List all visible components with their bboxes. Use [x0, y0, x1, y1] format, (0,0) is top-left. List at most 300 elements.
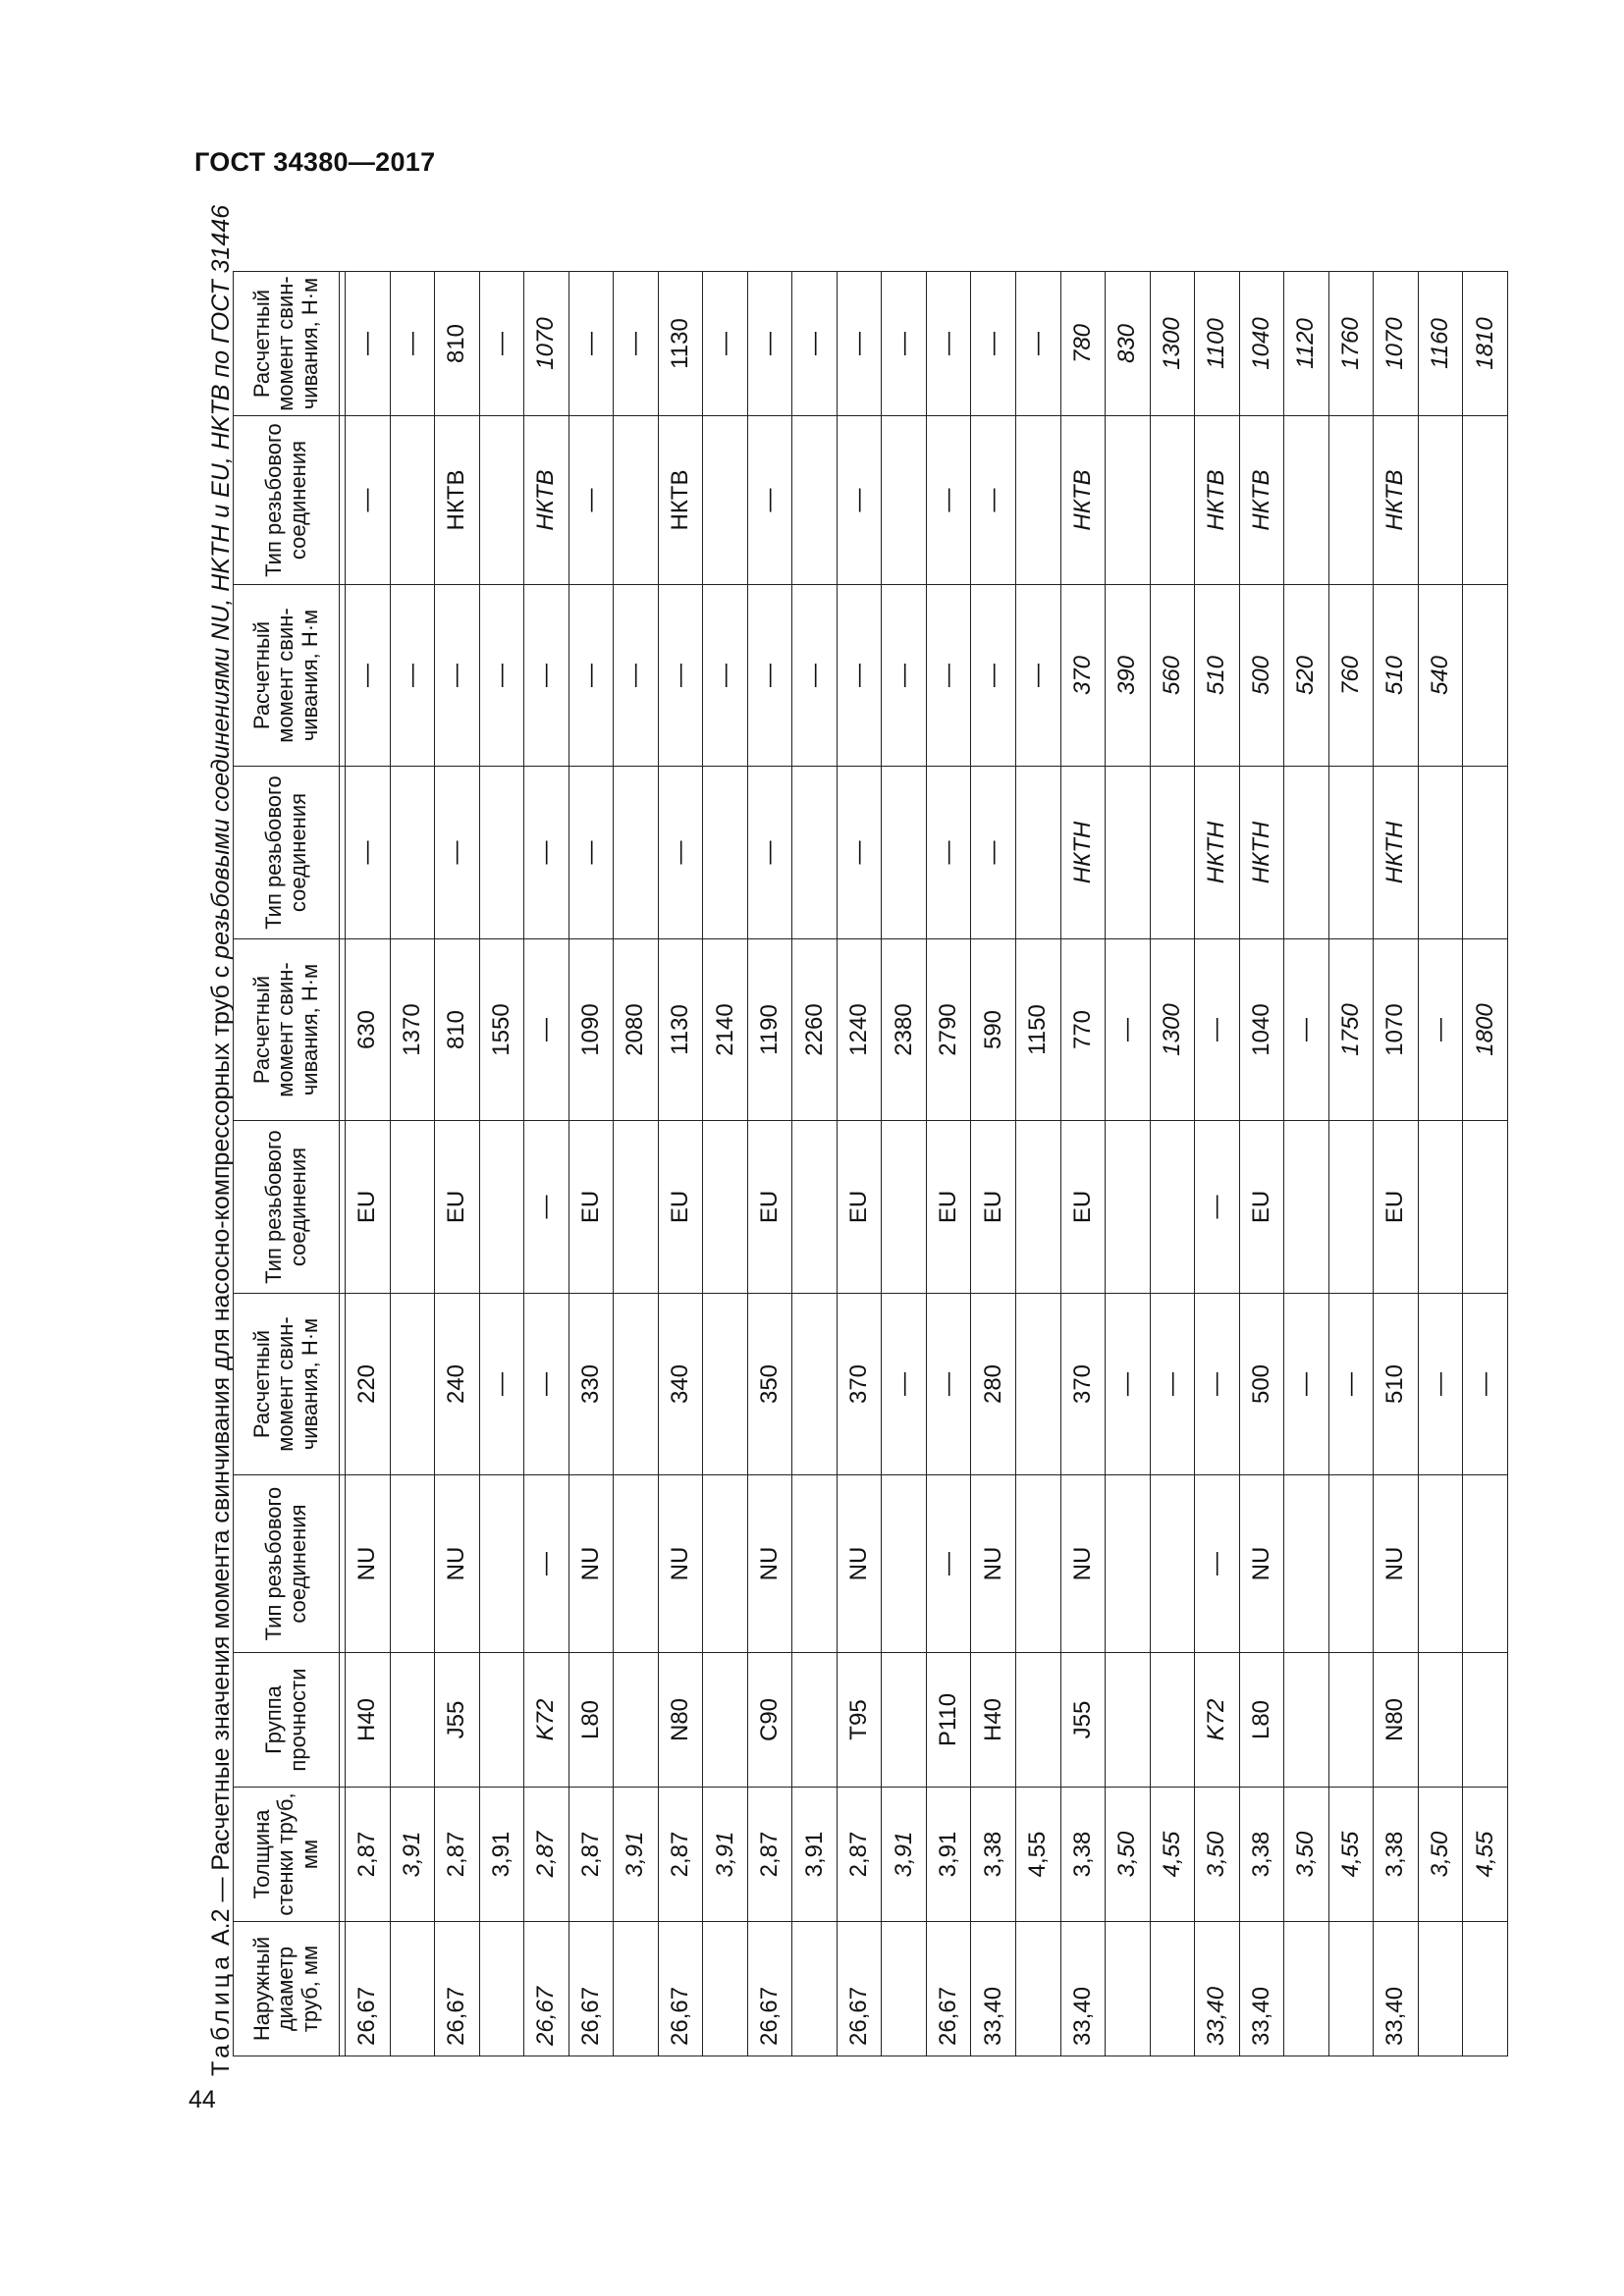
- table-row: [882, 272, 927, 2056]
- cell-diameter: [390, 1922, 435, 2056]
- cell-nu-type: —: [926, 1475, 971, 1653]
- cell-eu-type: [1106, 1121, 1151, 1294]
- col-header-diameter: Наружный диаметр труб, мм: [234, 1922, 340, 2056]
- cell-nu-torque: —: [1328, 1294, 1374, 1475]
- cell-grade: L80: [1239, 1653, 1284, 1788]
- cell-hkth-torque: 540: [1418, 585, 1463, 767]
- cell-hktb-type: [1328, 416, 1374, 585]
- cell-nu-type: [614, 1475, 659, 1653]
- cell-hkth-torque: 500: [1239, 585, 1284, 767]
- cell-diameter: 26,67: [926, 1922, 971, 2056]
- col-header-hkth-type: Тип резьбового соединения: [234, 767, 340, 939]
- cell-hkth-type: [614, 767, 659, 939]
- cell-hkth-type: [1463, 767, 1508, 939]
- cell-hkth-torque: 390: [1106, 585, 1151, 767]
- cell-grade: N80: [1374, 1653, 1419, 1788]
- cell-eu-torque: 630: [346, 939, 391, 1121]
- cell-eu-type: [1328, 1121, 1374, 1294]
- cell-eu-torque: 2260: [792, 939, 838, 1121]
- cell-nu-type: [703, 1475, 748, 1653]
- table-row: [703, 272, 748, 2056]
- cell-hkth-torque: —: [703, 585, 748, 767]
- cell-grade: [1015, 1653, 1060, 1788]
- cell-diameter: [614, 1922, 659, 2056]
- table-row: [1328, 272, 1374, 2056]
- cell-hktb-type: [882, 416, 927, 585]
- table-row: [926, 272, 971, 2056]
- cell-hkth-torque: 510: [1374, 585, 1419, 767]
- cell-eu-torque: —: [524, 939, 569, 1121]
- caption-italic-tail: резьбовыми соединениями NU, HKTH и EU, HKTB по ГОСТ 31446: [207, 204, 235, 959]
- table-row: [1463, 272, 1508, 2056]
- cell-grade: N80: [658, 1653, 703, 1788]
- cell-nu-torque: 330: [568, 1294, 614, 1475]
- cell-hktb-type: [1418, 416, 1463, 585]
- cell-diameter: [1015, 1922, 1060, 2056]
- cell-hkth-type: НКТН: [1060, 767, 1106, 939]
- cell-nu-type: NU: [658, 1475, 703, 1653]
- cell-nu-torque: —: [882, 1294, 927, 1475]
- cell-eu-type: EU: [658, 1121, 703, 1294]
- cell-eu-torque: 1150: [1015, 939, 1060, 1121]
- cell-hkth-type: [1015, 767, 1060, 939]
- col-header-wall: Толщина стенки труб, мм: [234, 1788, 340, 1922]
- cell-wall: 3,50: [1106, 1788, 1151, 1922]
- cell-grade: [1463, 1653, 1508, 1788]
- cell-hkth-type: —: [971, 767, 1016, 939]
- cell-nu-torque: 280: [971, 1294, 1016, 1475]
- cell-nu-type: NU: [1374, 1475, 1419, 1653]
- cell-hkth-torque: —: [390, 585, 435, 767]
- col-header-hktb-type: Тип резьбового соединения: [234, 416, 340, 585]
- cell-nu-type: NU: [971, 1475, 1016, 1653]
- cell-nu-type: NU: [1239, 1475, 1284, 1653]
- cell-wall: 3,91: [926, 1788, 971, 1922]
- cell-nu-torque: —: [1418, 1294, 1463, 1475]
- cell-eu-torque: 1190: [747, 939, 792, 1121]
- cell-hktb-torque: 1040: [1239, 272, 1284, 416]
- cell-diameter: [1106, 1922, 1151, 2056]
- table-row: [1195, 272, 1240, 2056]
- cell-nu-torque: 220: [346, 1294, 391, 1475]
- cell-wall: 3,91: [614, 1788, 659, 1922]
- cell-diameter: 33,40: [971, 1922, 1016, 2056]
- cell-diameter: [479, 1922, 524, 2056]
- cell-eu-type: EU: [568, 1121, 614, 1294]
- table-header-row: [234, 272, 340, 2056]
- cell-nu-type: NU: [435, 1475, 480, 1653]
- cell-eu-type: [792, 1121, 838, 1294]
- table-row: [479, 272, 524, 2056]
- col-header-grade: Группа прочности: [234, 1653, 340, 1788]
- cell-hkth-type: [1284, 767, 1329, 939]
- table-body: [346, 272, 1508, 2056]
- table-row: [1284, 272, 1329, 2056]
- cell-hktb-type: [390, 416, 435, 585]
- cell-hktb-type: [614, 416, 659, 585]
- cell-wall: 3,38: [1374, 1788, 1419, 1922]
- cell-hkth-type: —: [435, 767, 480, 939]
- cell-diameter: [792, 1922, 838, 2056]
- table-row: [1374, 272, 1419, 2056]
- cell-hkth-type: —: [747, 767, 792, 939]
- cell-diameter: 26,67: [747, 1922, 792, 2056]
- cell-wall: 3,50: [1284, 1788, 1329, 1922]
- caption-text: А.2 — Расчетные значения момента свинчивания для насосно-компрессорных труб с: [207, 958, 235, 1952]
- cell-eu-type: EU: [435, 1121, 480, 1294]
- cell-hkth-type: —: [568, 767, 614, 939]
- cell-hktb-type: НКТВ: [1239, 416, 1284, 585]
- cell-nu-torque: 340: [658, 1294, 703, 1475]
- cell-eu-type: [479, 1121, 524, 1294]
- cell-diameter: [1150, 1922, 1195, 2056]
- cell-hktb-torque: —: [882, 272, 927, 416]
- cell-hkth-torque: —: [882, 585, 927, 767]
- table-row: [1060, 272, 1106, 2056]
- cell-hkth-torque: 560: [1150, 585, 1195, 767]
- cell-hkth-type: НКТН: [1374, 767, 1419, 939]
- cell-hktb-torque: —: [614, 272, 659, 416]
- cell-hkth-torque: —: [524, 585, 569, 767]
- cell-eu-type: —: [524, 1121, 569, 1294]
- cell-nu-torque: —: [1195, 1294, 1240, 1475]
- cell-hktb-torque: —: [747, 272, 792, 416]
- cell-hkth-torque: 760: [1328, 585, 1374, 767]
- cell-nu-type: NU: [346, 1475, 391, 1653]
- cell-grade: P110: [926, 1653, 971, 1788]
- cell-eu-type: EU: [346, 1121, 391, 1294]
- table-row: [1418, 272, 1463, 2056]
- cell-eu-torque: —: [1284, 939, 1329, 1121]
- cell-grade: J55: [1060, 1653, 1106, 1788]
- cell-eu-torque: 1070: [1374, 939, 1419, 1121]
- cell-eu-torque: 770: [1060, 939, 1106, 1121]
- cell-hktb-type: НКТВ: [658, 416, 703, 585]
- cell-hkth-torque: 370: [1060, 585, 1106, 767]
- cell-wall: 3,38: [1060, 1788, 1106, 1922]
- cell-grade: C90: [747, 1653, 792, 1788]
- torque-table: [233, 271, 1508, 2056]
- cell-hktb-torque: 830: [1106, 272, 1151, 416]
- table-row: [792, 272, 838, 2056]
- cell-wall: 2,87: [747, 1788, 792, 1922]
- cell-eu-torque: 1090: [568, 939, 614, 1121]
- cell-diameter: [1418, 1922, 1463, 2056]
- cell-wall: 3,50: [1418, 1788, 1463, 1922]
- cell-nu-torque: [1015, 1294, 1060, 1475]
- cell-diameter: 26,67: [837, 1922, 882, 2056]
- cell-hktb-torque: 780: [1060, 272, 1106, 416]
- cell-hkth-type: [390, 767, 435, 939]
- cell-hktb-type: НКТВ: [1374, 416, 1419, 585]
- cell-wall: 3,91: [703, 1788, 748, 1922]
- cell-hktb-torque: 1160: [1418, 272, 1463, 416]
- cell-eu-torque: 2790: [926, 939, 971, 1121]
- cell-hktb-type: НКТВ: [1195, 416, 1240, 585]
- cell-nu-torque: —: [926, 1294, 971, 1475]
- cell-wall: 3,91: [479, 1788, 524, 1922]
- cell-nu-torque: 370: [1060, 1294, 1106, 1475]
- rotated-table-block: [191, 204, 1517, 2076]
- cell-wall: 2,87: [435, 1788, 480, 1922]
- cell-wall: 2,87: [837, 1788, 882, 1922]
- cell-nu-torque: —: [1463, 1294, 1508, 1475]
- cell-eu-type: [882, 1121, 927, 1294]
- cell-grade: [882, 1653, 927, 1788]
- cell-hkth-torque: —: [435, 585, 480, 767]
- cell-grade: [1284, 1653, 1329, 1788]
- cell-nu-type: [1106, 1475, 1151, 1653]
- cell-grade: J55: [435, 1653, 480, 1788]
- cell-eu-type: [614, 1121, 659, 1294]
- cell-diameter: 26,67: [658, 1922, 703, 2056]
- cell-eu-torque: —: [1106, 939, 1151, 1121]
- cell-nu-type: [479, 1475, 524, 1653]
- cell-nu-torque: [614, 1294, 659, 1475]
- cell-grade: [614, 1653, 659, 1788]
- cell-hkth-type: —: [837, 767, 882, 939]
- col-header-hkth-torque: Расчетный момент свин-чивания, Н·м: [234, 585, 340, 767]
- cell-nu-torque: [703, 1294, 748, 1475]
- cell-diameter: [882, 1922, 927, 2056]
- cell-wall: 2,87: [346, 1788, 391, 1922]
- cell-hktb-torque: —: [971, 272, 1016, 416]
- cell-eu-torque: 1240: [837, 939, 882, 1121]
- cell-hkth-type: [792, 767, 838, 939]
- cell-eu-torque: —: [1195, 939, 1240, 1121]
- cell-nu-type: —: [1195, 1475, 1240, 1653]
- cell-hktb-type: —: [346, 416, 391, 585]
- cell-hktb-torque: 1300: [1150, 272, 1195, 416]
- cell-hktb-type: —: [971, 416, 1016, 585]
- cell-hktb-torque: —: [390, 272, 435, 416]
- cell-hktb-type: НКТВ: [524, 416, 569, 585]
- cell-grade: [1418, 1653, 1463, 1788]
- cell-eu-type: —: [1195, 1121, 1240, 1294]
- cell-grade: K72: [524, 1653, 569, 1788]
- table-row: [390, 272, 435, 2056]
- cell-diameter: 33,40: [1195, 1922, 1240, 2056]
- table-row: [1106, 272, 1151, 2056]
- cell-nu-type: [882, 1475, 927, 1653]
- cell-hktb-torque: 1130: [658, 272, 703, 416]
- document-header: ГОСТ 34380—2017: [194, 147, 436, 177]
- cell-nu-type: [390, 1475, 435, 1653]
- cell-hktb-type: [1463, 416, 1508, 585]
- cell-hktb-type: [1106, 416, 1151, 585]
- cell-hktb-type: [479, 416, 524, 585]
- cell-nu-type: NU: [747, 1475, 792, 1653]
- cell-nu-type: [1284, 1475, 1329, 1653]
- cell-wall: 3,50: [1195, 1788, 1240, 1922]
- cell-grade: [1106, 1653, 1151, 1788]
- cell-hktb-torque: —: [703, 272, 748, 416]
- cell-hkth-type: [882, 767, 927, 939]
- cell-diameter: 33,40: [1239, 1922, 1284, 2056]
- cell-hkth-type: [1328, 767, 1374, 939]
- cell-eu-torque: 1040: [1239, 939, 1284, 1121]
- cell-hkth-torque: —: [658, 585, 703, 767]
- cell-grade: [479, 1653, 524, 1788]
- cell-hkth-torque: —: [837, 585, 882, 767]
- cell-hkth-type: —: [926, 767, 971, 939]
- cell-hktb-torque: 1100: [1195, 272, 1240, 416]
- cell-hktb-type: НКТВ: [435, 416, 480, 585]
- cell-eu-torque: —: [1418, 939, 1463, 1121]
- cell-hktb-torque: —: [926, 272, 971, 416]
- cell-nu-torque: 240: [435, 1294, 480, 1475]
- table-row: [1150, 272, 1195, 2056]
- cell-diameter: 26,67: [435, 1922, 480, 2056]
- cell-hkth-torque: —: [747, 585, 792, 767]
- cell-grade: [390, 1653, 435, 1788]
- table-row: [658, 272, 703, 2056]
- cell-hkth-torque: [1463, 585, 1508, 767]
- cell-eu-type: [390, 1121, 435, 1294]
- cell-eu-torque: 810: [435, 939, 480, 1121]
- cell-eu-type: [1015, 1121, 1060, 1294]
- cell-nu-torque: —: [1150, 1294, 1195, 1475]
- cell-hktb-torque: 1760: [1328, 272, 1374, 416]
- table-row: [524, 272, 569, 2056]
- cell-hkth-torque: —: [926, 585, 971, 767]
- col-header-hktb-torque: Расчетный момент свин-чивания, Н·м: [234, 272, 340, 416]
- cell-nu-torque: 350: [747, 1294, 792, 1475]
- cell-grade: H40: [346, 1653, 391, 1788]
- cell-grade: T95: [837, 1653, 882, 1788]
- cell-diameter: [1328, 1922, 1374, 2056]
- cell-hkth-type: —: [658, 767, 703, 939]
- table-row: [1239, 272, 1284, 2056]
- cell-grade: H40: [971, 1653, 1016, 1788]
- cell-eu-torque: 2080: [614, 939, 659, 1121]
- cell-wall: 4,55: [1463, 1788, 1508, 1922]
- cell-hktb-torque: 1070: [1374, 272, 1419, 416]
- cell-hktb-type: —: [568, 416, 614, 585]
- cell-wall: 4,55: [1015, 1788, 1060, 1922]
- col-header-nu-type: Тип резьбового соединения: [234, 1475, 340, 1653]
- cell-eu-torque: 1550: [479, 939, 524, 1121]
- cell-eu-type: [1284, 1121, 1329, 1294]
- cell-nu-torque: —: [479, 1294, 524, 1475]
- cell-nu-torque: 500: [1239, 1294, 1284, 1475]
- cell-eu-type: [703, 1121, 748, 1294]
- cell-eu-type: [1150, 1121, 1195, 1294]
- cell-nu-torque: —: [1284, 1294, 1329, 1475]
- cell-nu-torque: —: [524, 1294, 569, 1475]
- cell-hktb-torque: 1070: [524, 272, 569, 416]
- cell-hkth-type: НКТН: [1195, 767, 1240, 939]
- cell-hkth-type: НКТН: [1239, 767, 1284, 939]
- cell-nu-type: [1463, 1475, 1508, 1653]
- cell-nu-type: [792, 1475, 838, 1653]
- table-row: [1015, 272, 1060, 2056]
- cell-hktb-type: [1015, 416, 1060, 585]
- cell-hkth-type: [1106, 767, 1151, 939]
- cell-wall: 2,87: [568, 1788, 614, 1922]
- table-row: [568, 272, 614, 2056]
- cell-hkth-torque: —: [568, 585, 614, 767]
- cell-wall: 4,55: [1150, 1788, 1195, 1922]
- cell-grade: K72: [1195, 1653, 1240, 1788]
- cell-hkth-torque: —: [1015, 585, 1060, 767]
- cell-diameter: 33,40: [1060, 1922, 1106, 2056]
- caption-lead: Таблица: [207, 1951, 235, 2076]
- cell-hktb-torque: 810: [435, 272, 480, 416]
- cell-wall: 3,38: [1239, 1788, 1284, 1922]
- col-header-eu-torque: Расчетный момент свин-чивания, Н·м: [234, 939, 340, 1121]
- cell-wall: 3,91: [390, 1788, 435, 1922]
- cell-grade: [792, 1653, 838, 1788]
- cell-hkth-type: —: [346, 767, 391, 939]
- cell-eu-torque: 590: [971, 939, 1016, 1121]
- cell-diameter: [703, 1922, 748, 2056]
- cell-hktb-torque: 1120: [1284, 272, 1329, 416]
- cell-eu-type: EU: [971, 1121, 1016, 1294]
- cell-hkth-torque: —: [346, 585, 391, 767]
- table-row: [435, 272, 480, 2056]
- cell-nu-type: —: [524, 1475, 569, 1653]
- cell-hktb-torque: —: [479, 272, 524, 416]
- cell-eu-type: EU: [926, 1121, 971, 1294]
- cell-diameter: 26,67: [568, 1922, 614, 2056]
- table-row: [971, 272, 1016, 2056]
- cell-eu-torque: 2380: [882, 939, 927, 1121]
- cell-hktb-type: [1284, 416, 1329, 585]
- cell-hktb-type: [792, 416, 838, 585]
- table-row: [837, 272, 882, 2056]
- cell-wall: 2,87: [524, 1788, 569, 1922]
- cell-diameter: 26,67: [346, 1922, 391, 2056]
- cell-hkth-type: [479, 767, 524, 939]
- cell-diameter: 33,40: [1374, 1922, 1419, 2056]
- cell-hkth-torque: —: [614, 585, 659, 767]
- cell-eu-type: EU: [747, 1121, 792, 1294]
- cell-hktb-torque: 1810: [1463, 272, 1508, 416]
- cell-wall: 3,91: [882, 1788, 927, 1922]
- cell-hktb-type: —: [747, 416, 792, 585]
- cell-eu-torque: 1800: [1463, 939, 1508, 1121]
- cell-nu-type: NU: [837, 1475, 882, 1653]
- cell-hktb-torque: —: [568, 272, 614, 416]
- cell-eu-torque: 1750: [1328, 939, 1374, 1121]
- cell-wall: 2,87: [658, 1788, 703, 1922]
- cell-eu-torque: 1370: [390, 939, 435, 1121]
- cell-hkth-torque: —: [479, 585, 524, 767]
- cell-eu-type: EU: [837, 1121, 882, 1294]
- cell-diameter: [1463, 1922, 1508, 2056]
- cell-hkth-type: [1418, 767, 1463, 939]
- cell-hktb-torque: —: [792, 272, 838, 416]
- cell-hkth-torque: 520: [1284, 585, 1329, 767]
- cell-eu-torque: 2140: [703, 939, 748, 1121]
- cell-hktb-type: [1150, 416, 1195, 585]
- cell-eu-type: EU: [1239, 1121, 1284, 1294]
- cell-hkth-torque: —: [792, 585, 838, 767]
- cell-eu-type: [1418, 1121, 1463, 1294]
- cell-hktb-torque: —: [837, 272, 882, 416]
- cell-eu-torque: 1300: [1150, 939, 1195, 1121]
- cell-grade: [1150, 1653, 1195, 1788]
- cell-wall: 3,38: [971, 1788, 1016, 1922]
- cell-nu-torque: —: [1106, 1294, 1151, 1475]
- cell-hkth-type: [703, 767, 748, 939]
- cell-hkth-type: —: [524, 767, 569, 939]
- cell-eu-type: [1463, 1121, 1508, 1294]
- cell-nu-type: [1328, 1475, 1374, 1653]
- cell-nu-torque: [792, 1294, 838, 1475]
- table-row: [346, 272, 391, 2056]
